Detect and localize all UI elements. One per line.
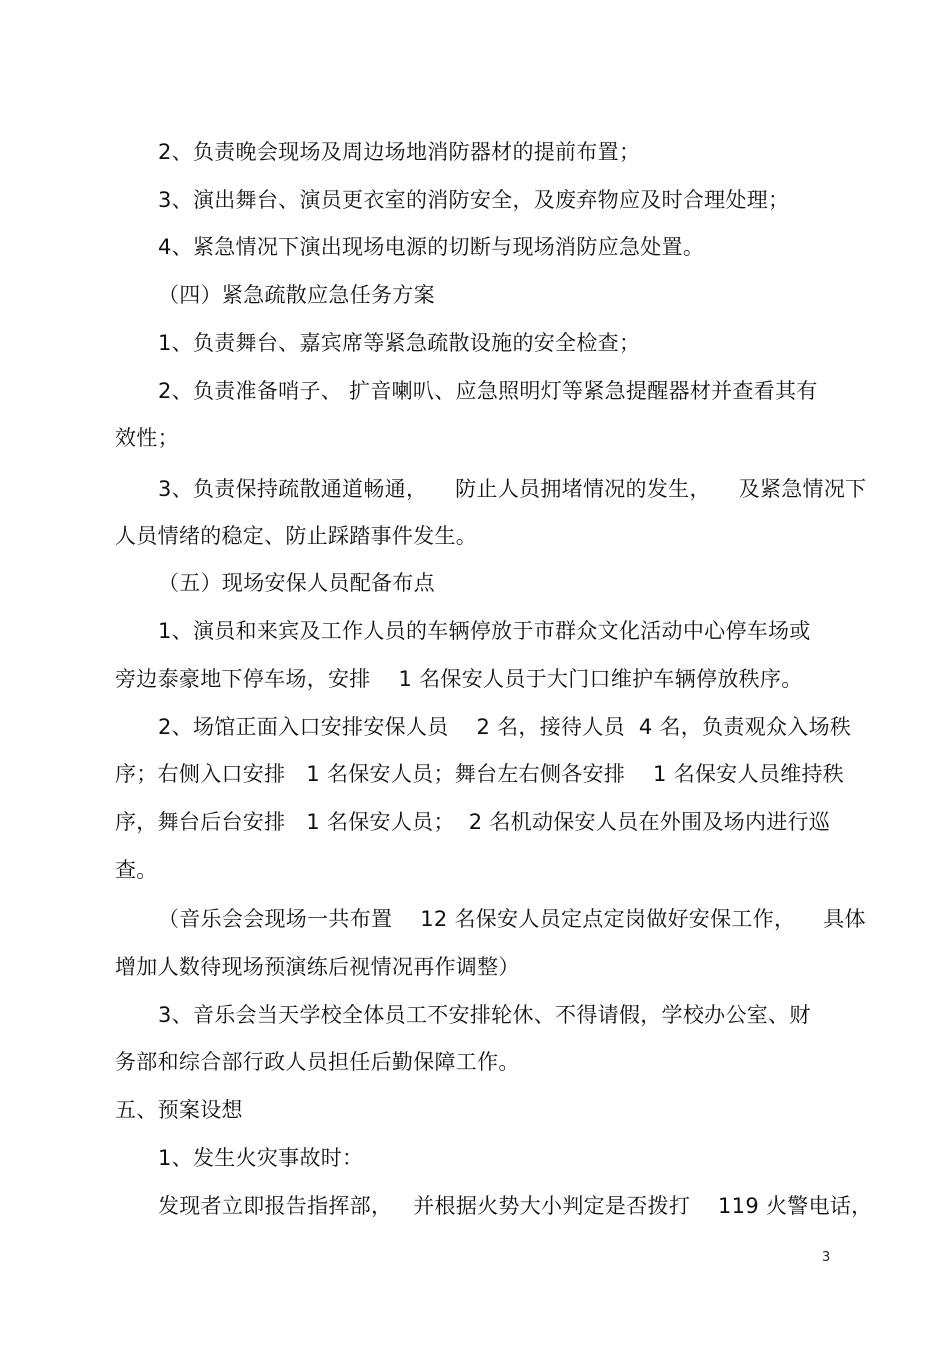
text-line: 人员情绪的稳定、防止踩踏事件发生。 — [115, 524, 478, 548]
text-line: 2、场馆正面入口安排安保人员 2 名，接待人员 4 名，负责观众入场秩 — [158, 715, 852, 739]
section-heading: （五）现场安保人员配备布点 — [158, 571, 435, 595]
text-line: 增加人数待现场预演练后视情况再作调整） — [115, 955, 520, 979]
text-line: 3、负责保持疏散通道畅通， 防止人员拥堵情况的发生， 及紧急情况下 — [158, 477, 867, 501]
section-heading: 五、预案设想 — [115, 1098, 243, 1122]
text-line: 3、音乐会当天学校全体员工不安排轮休、不得请假，学校办公室、财 — [158, 1003, 811, 1027]
text-line: 3、演出舞台、演员更衣室的消防安全，及废弃物应及时合理处理； — [158, 188, 790, 212]
section-heading: （四）紧急疏散应急任务方案 — [158, 283, 435, 307]
page-number: 3 — [822, 1250, 831, 1265]
text-line: 旁边泰豪地下停车场，安排 1 名保安人员于大门口维护车辆停放秩序。 — [115, 667, 803, 691]
text-line: 1、发生火灾事故时： — [158, 1146, 364, 1170]
text-line: 1、负责舞台、嘉宾席等紧急疏散设施的安全检查； — [158, 331, 641, 355]
text-line: 务部和综合部行政人员担任后勤保障工作。 — [115, 1050, 520, 1074]
text-line: 4、紧急情况下演出现场电源的切断与现场消防应急处置。 — [158, 235, 705, 259]
text-line: 1、演员和来宾及工作人员的车辆停放于市群众文化活动中心停车场或 — [158, 619, 811, 643]
text-line: 2、负责晚会现场及周边场地消防器材的提前布置； — [158, 140, 641, 164]
text-line: 发现者立即报告指挥部， 并根据火势大小判定是否拨打 119 火警电话， — [158, 1194, 873, 1218]
text-line: 效性； — [115, 426, 179, 450]
text-line: 查。 — [115, 858, 158, 882]
text-line: （音乐会会现场一共布置 12 名保安人员定点定岗做好安保工作， 具体 — [158, 907, 866, 931]
text-line: 2、负责准备哨子、 扩音喇叭、应急照明灯等紧急提醒器材并查看其有 — [158, 379, 818, 403]
text-line: 序；右侧入口安排 1 名保安人员；舞台左右侧各安排 1 名保安人员维持秩 — [115, 762, 845, 786]
text-line: 序，舞台后台安排 1 名保安人员； 2 名机动保安人员在外围及场内进行巡 — [115, 810, 831, 834]
